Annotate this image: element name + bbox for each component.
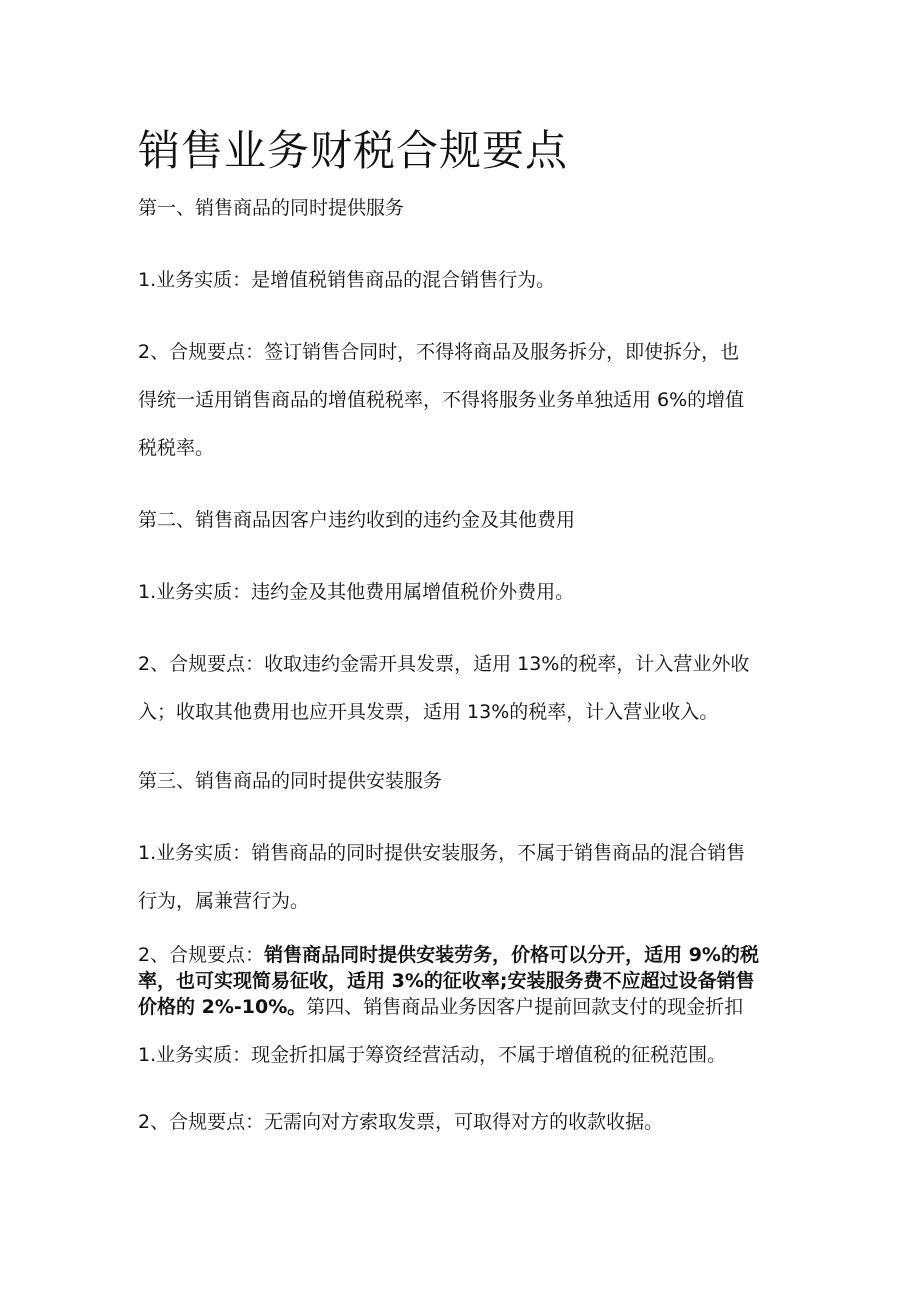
section-heading: 第二、销售商品因客户违约收到的违约金及其他费用 [138,509,576,531]
text-line [138,994,759,1020]
business-essence: 1.业务实质：违约金及其他费用属增值税价外费用。 [138,581,575,603]
business-essence [138,829,745,925]
section-heading: 第一、销售商品的同时提供服务 [138,197,405,219]
text-line: 入；收取其他费用也应开具发票，适用 13%的税率，计入营业收入。 [138,701,719,723]
text-line: 1.业务实质：销售商品的同时提供安装服务，不属于销售商品的混合销售 [138,842,746,864]
text-line [138,942,759,968]
section-heading: 第四、销售商品业务因客户提前回款支付的现金折扣 [306,996,744,1018]
text-line: 2、合规要点：收取违约金需开具发票，适用 13%的税率，计入营业外收 [138,653,750,675]
text-line: 税税率。 [138,437,215,459]
text-line: 行为，属兼营行为。 [138,890,310,912]
compliance-label: 2、合规要点： [138,944,265,966]
compliance-point [138,942,759,1020]
emphasis-text: 价格的 2%-10%。 [138,996,307,1018]
text-line: 2、合规要点：签订销售合同时，不得将商品及服务拆分，即使拆分，也 [138,341,740,363]
compliance-point: 2、合规要点：无需向对方索取发票，可取得对方的收款收据。 [138,1111,664,1133]
emphasis-text: 率，也可实现简易征收，适用 3%的征收率;安装服务费不应超过设备销售 [138,970,755,992]
compliance-point [138,640,749,736]
document-title: 销售业务财税合规要点 [138,126,569,175]
business-essence: 1.业务实质：是增值税销售商品的混合销售行为。 [138,269,556,291]
compliance-point [138,328,744,472]
section-heading: 第三、销售商品的同时提供安装服务 [138,770,443,792]
text-line: 得统一适用销售商品的增值税税率，不得将服务业务单独适用 6%的增值 [138,389,745,411]
text-line [138,968,759,994]
business-essence: 1.业务实质：现金折扣属于筹资经营活动，不属于增值税的征税范围。 [138,1044,727,1066]
emphasis-text: 销售商品同时提供安装劳务，价格可以分开，适用 9%的税 [264,944,759,966]
